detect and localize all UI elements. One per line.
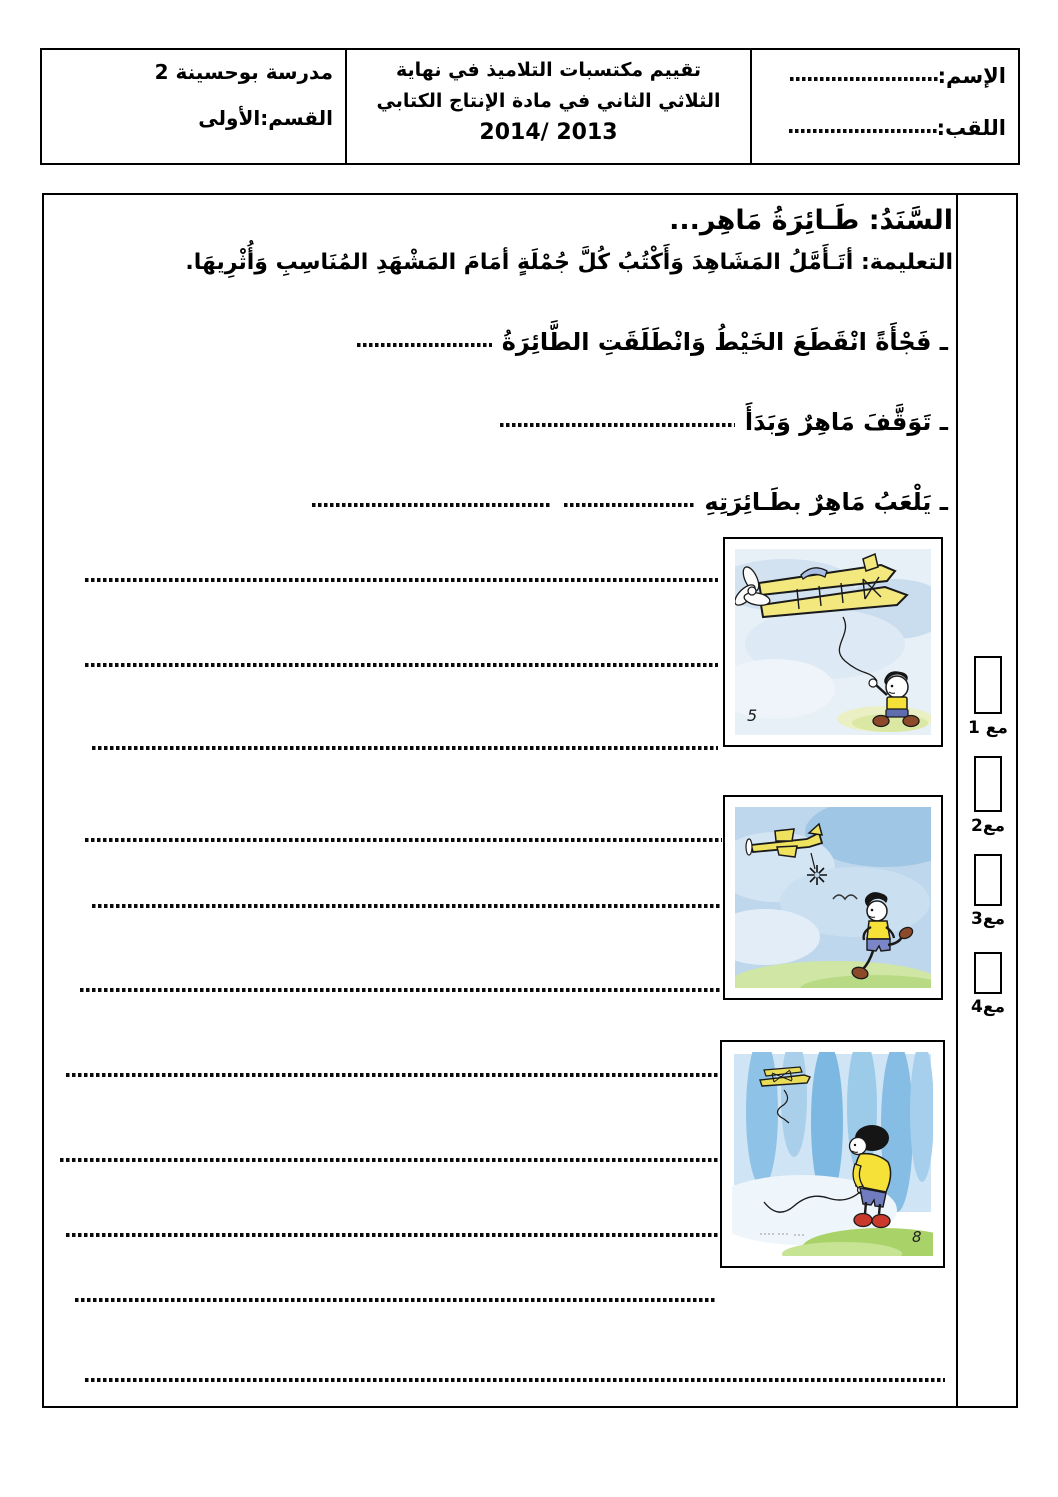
illustration-sad-boy bbox=[732, 1052, 933, 1256]
writing-line-8 bbox=[60, 1158, 718, 1162]
instruction-line: التعليمة: أتَـأَمَّلُ المَشَاهِدَ وَأَكْتُبُ كُلَّ جُمْلَةٍ أمَامَ المَشْهَدِ المُنَاسِبِ وَأُثْرِيهَا. bbox=[185, 250, 953, 275]
header-cell-identity bbox=[752, 50, 1018, 163]
last-name-row bbox=[762, 116, 1006, 140]
writing-line-7 bbox=[66, 1073, 718, 1077]
sentence-3-text: ـ يَلْعَبُ مَاهِرٌ بطَـائِرَتِهِ bbox=[704, 488, 948, 516]
sentence-2 bbox=[500, 403, 948, 441]
writing-line-5 bbox=[92, 904, 722, 908]
support-title: السَّنَدُ: طَـائِرَةُ مَاهِر... bbox=[669, 205, 953, 236]
header-table bbox=[40, 48, 1020, 165]
figure-3-number: 8 bbox=[912, 1228, 922, 1246]
illustration-boy-flying-plane bbox=[735, 549, 931, 735]
school-name: مدرسة بوحسينة 2 bbox=[154, 60, 333, 84]
last-name-label: اللقب: bbox=[936, 116, 1006, 140]
sentence-3-dotted-line-a bbox=[564, 503, 694, 507]
writing-line-4 bbox=[85, 838, 722, 842]
score-box-4 bbox=[974, 952, 1002, 994]
score-label-2: مع2 bbox=[971, 816, 1005, 836]
header-cell-school bbox=[42, 50, 347, 163]
figure-1-number: 5 bbox=[747, 706, 758, 725]
sentence-3 bbox=[312, 483, 948, 521]
first-name-row bbox=[762, 64, 1006, 88]
score-box-3 bbox=[974, 854, 1002, 906]
class-label: القسم:الأولى bbox=[198, 106, 333, 130]
exam-title-line2: الثلاثي الثاني في مادة الإنتاج الكتابي bbox=[376, 90, 721, 112]
illustration-plane-escapes bbox=[735, 807, 931, 988]
writing-line-9 bbox=[66, 1233, 718, 1237]
figure-scene-1 bbox=[723, 537, 943, 747]
header-cell-exam-title bbox=[347, 50, 752, 163]
first-name-dotted-line bbox=[790, 77, 938, 81]
sentence-2-text: ـ تَوَقَّفَ مَاهِرٌ وَبَدَأَ bbox=[744, 408, 948, 436]
writing-line-10 bbox=[75, 1298, 715, 1302]
score-box-2 bbox=[974, 756, 1002, 812]
score-label-3: مع3 bbox=[971, 909, 1005, 929]
sentence-1-dotted-line bbox=[357, 343, 492, 347]
score-box-1 bbox=[974, 656, 1002, 714]
writing-line-2 bbox=[85, 663, 718, 667]
sentence-2-dotted-line bbox=[500, 423, 735, 427]
score-label-4: مع4 bbox=[971, 997, 1005, 1017]
figure-scene-2 bbox=[723, 795, 943, 1000]
sentence-3-dotted-line-b bbox=[312, 503, 550, 507]
figure-scene-3 bbox=[720, 1040, 945, 1268]
writing-line-6 bbox=[80, 988, 722, 992]
exam-title-line1: تقييم مكتسبات التلاميذ في نهاية bbox=[395, 59, 702, 81]
sentence-1 bbox=[357, 323, 948, 361]
score-column-divider bbox=[956, 195, 958, 1406]
sentence-1-text: ـ فَجْأَةً انْقَطَعَ الخَيْطُ وَانْطَلَقَتِ الطَّائِرَةُ bbox=[501, 328, 948, 356]
exam-year: 2014/ 2013 bbox=[479, 120, 618, 145]
writing-line-3 bbox=[92, 746, 718, 750]
first-name-label: الإسم: bbox=[937, 64, 1006, 88]
writing-line-1 bbox=[85, 578, 718, 582]
writing-line-11 bbox=[85, 1378, 945, 1382]
last-name-dotted-line bbox=[789, 129, 937, 133]
score-label-1: مع 1 bbox=[968, 718, 1008, 738]
